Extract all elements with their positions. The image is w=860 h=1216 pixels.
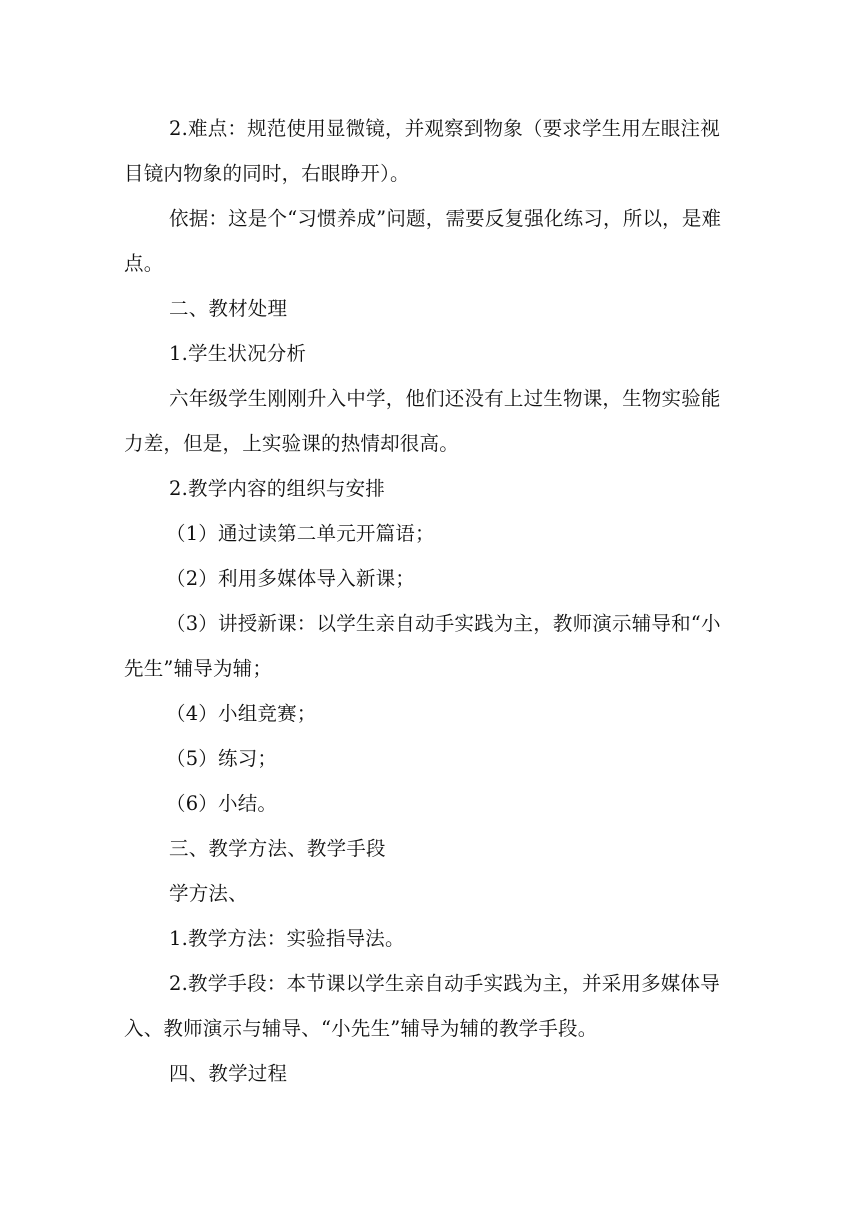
list-item: （1）通过读第二单元开篇语； <box>166 522 435 545</box>
study-method-line: 学方法、 <box>169 882 248 905</box>
subheading-student-analysis: 1.学生状况分析 <box>169 342 307 365</box>
list-item: （2）利用多媒体导入新课； <box>166 567 416 590</box>
list-item: （5）练习； <box>166 747 278 770</box>
teaching-method-paragraph: 1.教学方法：实验指导法。 <box>169 927 405 950</box>
list-item: （3）讲授新课：以学生亲自动手实践为主，教师演示辅导和“小先生”辅导为辅； <box>124 612 721 680</box>
section-heading-4: 四、教学过程 <box>169 1062 288 1085</box>
list-item: （6）小结。 <box>166 792 278 815</box>
list-item: （4）小组竞赛； <box>166 702 317 725</box>
subheading-content-organization: 2.教学内容的组织与安排 <box>169 477 386 500</box>
student-analysis-paragraph: 六年级学生刚刚升入中学，他们还没有上过生物课，生物实验能力差，但是，上实验课的热情却很高。 <box>124 387 721 455</box>
document-body <box>124 106 736 1096</box>
section-heading-3: 三、教学方法、教学手段 <box>169 837 386 860</box>
teaching-means-paragraph: 2.教学手段：本节课以学生亲自动手实践为主，并采用多媒体导入、教师演示与辅导、“小先生”辅导为辅的教学手段。 <box>124 972 720 1040</box>
basis-paragraph: 依据：这是个“习惯养成”问题，需要反复强化练习，所以，是难点。 <box>124 207 722 275</box>
difficulty-paragraph: 2.难点：规范使用显微镜，并观察到物象（要求学生用左眼注视目镜内物象的同时，右眼睁开）。 <box>124 117 720 185</box>
section-heading-2: 二、教材处理 <box>169 297 288 320</box>
